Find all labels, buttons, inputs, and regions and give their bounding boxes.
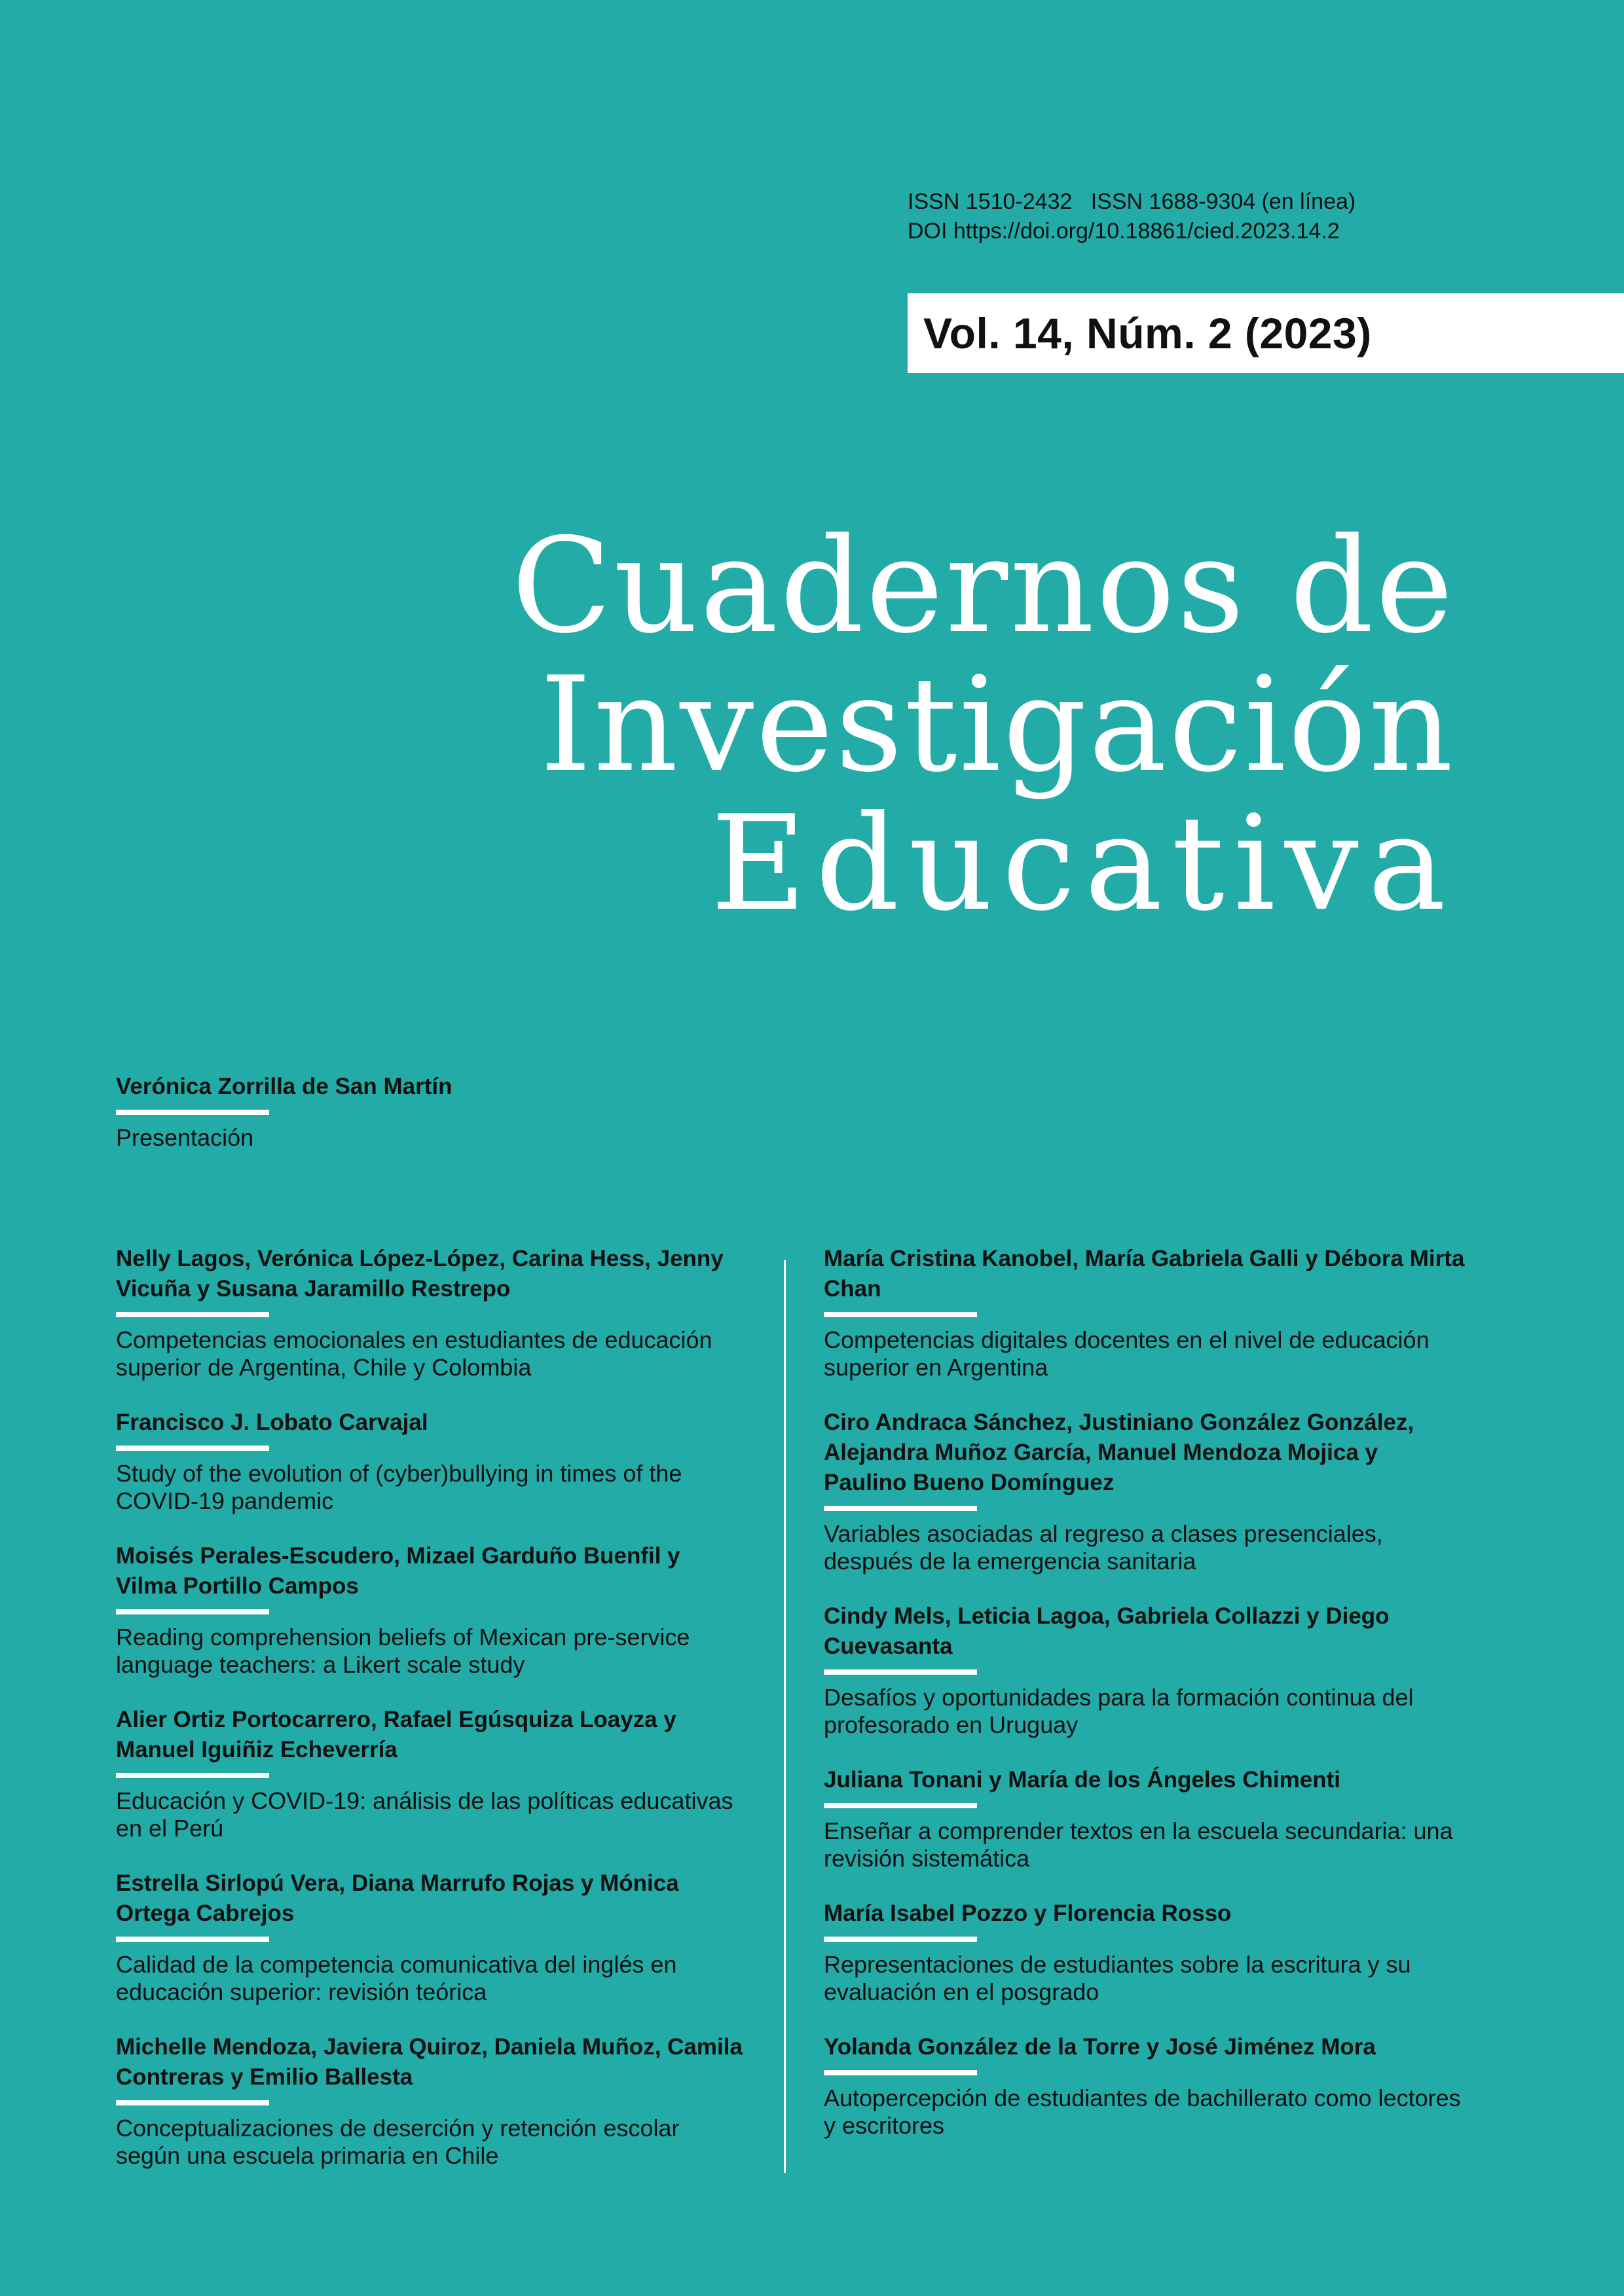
article-title: Calidad de la competencia comunicativa del inglés en educación superior: revisión teórica <box>116 1951 677 2005</box>
article-entry <box>116 1541 745 1679</box>
article-entry <box>824 2032 1466 2140</box>
contents-left-column <box>116 1244 745 2196</box>
article-title: Educación y COVID-19: análisis de las políticas educativas en el Perú <box>116 1787 733 1842</box>
article-entry <box>824 1765 1466 1872</box>
journal-title-line-1: Cuadernos de <box>511 510 1455 663</box>
entry-divider-bar <box>116 1446 269 1451</box>
journal-identifiers <box>908 187 1356 246</box>
entry-divider-bar <box>116 1773 269 1778</box>
issn-line: ISSN 1510-2432 ISSN 1688-9304 (en línea) <box>908 189 1356 214</box>
presentation-entry <box>116 1072 705 1152</box>
article-title: Conceptualizaciones de deserción y retención escolar según una escuela primaria en Chile <box>116 2115 680 2169</box>
article-entry <box>116 1705 745 1842</box>
entry-divider-bar <box>116 1312 269 1317</box>
article-authors: Alier Ortiz Portocarrero, Rafael Egúsquiza Loayza y Manuel Iguiñiz Echeverría <box>116 1707 676 1762</box>
volume-banner <box>908 293 1624 373</box>
article-title: Desafíos y oportunidades para la formación continua del profesorado en Uruguay <box>824 1684 1414 1738</box>
article-title: Competencias digitales docentes en el nivel de educación superior en Argentina <box>824 1326 1430 1381</box>
contents-right-column <box>824 1244 1466 2166</box>
volume-label: Vol. 14, Núm. 2 (2023) <box>923 309 1372 357</box>
entry-divider-bar <box>116 1937 269 1942</box>
article-entry <box>116 1868 745 2006</box>
article-authors: Estrella Sirlopú Vera, Diana Marrufo Rojas y Mónica Ortega Cabrejos <box>116 1870 679 1926</box>
article-entry <box>116 2032 745 2170</box>
article-title: Representaciones de estudiantes sobre la escritura y su evaluación en el posgrado <box>824 1951 1411 2005</box>
article-entry <box>824 1244 1466 1381</box>
entry-divider-bar <box>824 1803 977 1808</box>
article-title: Enseñar a comprender textos en la escuela secundaria: una revisión sistemática <box>824 1817 1453 1872</box>
article-title: Variables asociadas al regreso a clases presenciales, después de la emergencia sanitaria <box>824 1520 1383 1575</box>
entry-divider-bar <box>116 1609 269 1614</box>
article-authors: Michelle Mendoza, Javiera Quiroz, Daniela Muñoz, Camila Contreras y Emilio Ballesta <box>116 2034 743 2090</box>
entry-divider-bar <box>824 1669 977 1675</box>
article-entry <box>824 1408 1466 1575</box>
article-authors: Francisco J. Lobato Carvajal <box>116 1410 428 1435</box>
entry-divider-bar <box>116 1110 269 1115</box>
entry-divider-bar <box>824 2070 977 2075</box>
article-authors: Juliana Tonani y María de los Ángeles Chimenti <box>824 1767 1340 1793</box>
presentation-title: Presentación <box>116 1124 254 1151</box>
entry-divider-bar <box>824 1937 977 1942</box>
article-entry <box>824 1601 1466 1739</box>
article-entry <box>116 1408 745 1515</box>
doi-line: DOI https://doi.org/10.18861/cied.2023.14.2 <box>908 219 1340 244</box>
article-title: Reading comprehension beliefs of Mexican pre-service language teachers: a Likert scale study <box>116 1624 690 1678</box>
article-authors: Ciro Andraca Sánchez, Justiniano González González, Alejandra Muñoz García, Manuel Mendoza Mojica y Paulino Bueno Domínguez <box>824 1410 1414 1495</box>
article-authors: Cindy Mels, Leticia Lagoa, Gabriela Collazzi y Diego Cuevasanta <box>824 1603 1390 1659</box>
journal-title-line-3: Educativa <box>710 788 1455 940</box>
presentation-author: Verónica Zorrilla de San Martín <box>116 1074 452 1099</box>
article-title: Autopercepción de estudiantes de bachillerato como lectores y escritores <box>824 2085 1461 2139</box>
article-authors: María Cristina Kanobel, María Gabriela Galli y Débora Mirta Chan <box>824 1246 1465 1302</box>
article-authors: Moisés Perales-Escudero, Mizael Garduño Buenfil y Vilma Portillo Campos <box>116 1543 680 1599</box>
article-authors: Yolanda González de la Torre y José Jiménez Mora <box>824 2034 1376 2060</box>
article-authors: Nelly Lagos, Verónica López-López, Carina Hess, Jenny Vicuña y Susana Jaramillo Restrepo <box>116 1246 724 1302</box>
journal-title <box>511 510 1455 940</box>
column-divider <box>784 1260 786 2173</box>
article-title: Study of the evolution of (cyber)bullying in times of the COVID-19 pandemic <box>116 1460 682 1514</box>
article-title: Competencias emocionales en estudiantes de educación superior de Argentina, Chile y Colombia <box>116 1326 712 1381</box>
article-entry <box>824 1899 1466 2006</box>
entry-divider-bar <box>824 1312 977 1317</box>
article-entry <box>116 1244 745 1381</box>
entry-divider-bar <box>116 2100 269 2105</box>
entry-divider-bar <box>824 1506 977 1511</box>
journal-title-line-2: Investigación <box>540 649 1455 801</box>
article-authors: María Isabel Pozzo y Florencia Rosso <box>824 1901 1232 1926</box>
